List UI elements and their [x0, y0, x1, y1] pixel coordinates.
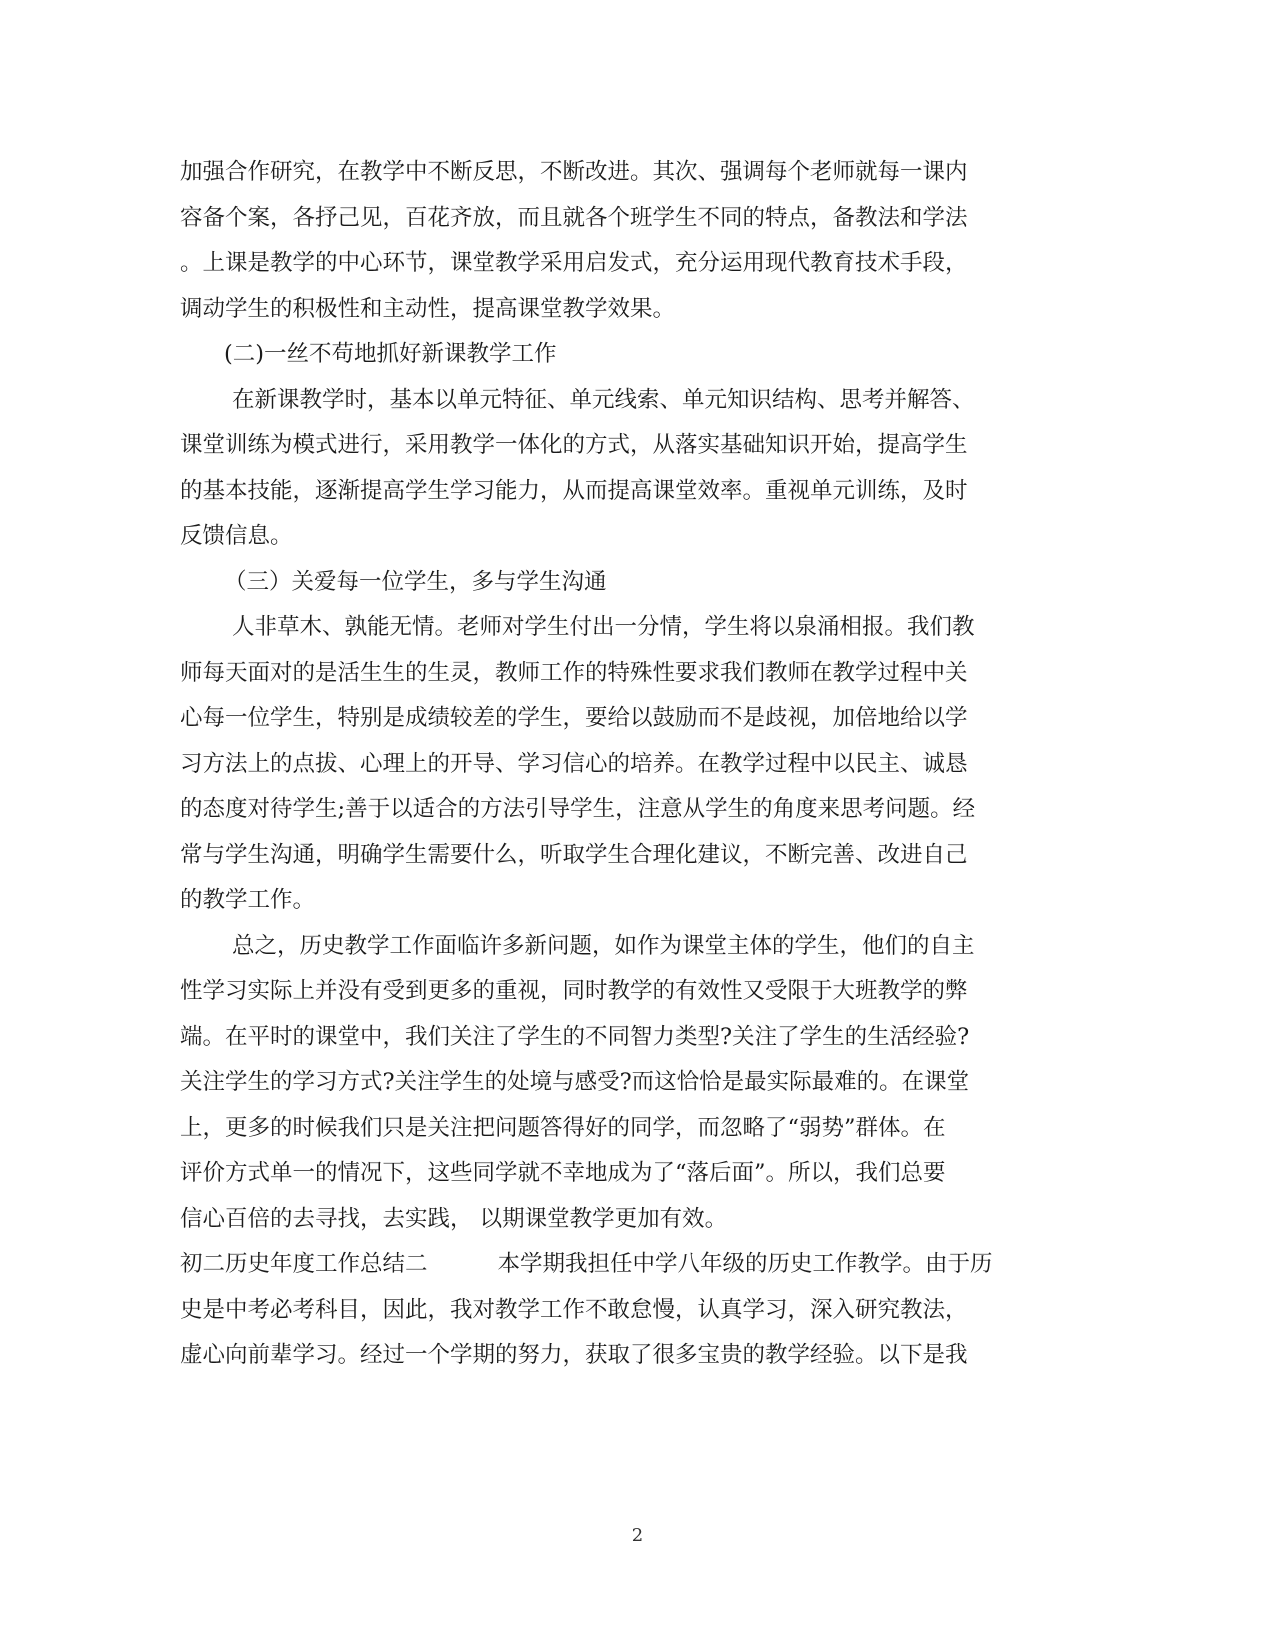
body-line: 心每一位学生，特别是成绩较差的学生，要给以鼓励而不是歧视，加倍地给以学: [180, 705, 968, 731]
subheading: （三）关爱每一位学生，多与学生沟通: [224, 568, 607, 595]
body-line: 容备个案，各抒己见，百花齐放，而且就各个班学生不同的特点，备教法和学法: [180, 204, 968, 231]
body-line: 的教学工作。: [180, 887, 316, 913]
document-body: [180, 150, 1080, 1379]
subheading: (二)一丝不苟地抓好新课教学工作: [224, 341, 557, 367]
body-line: 加强合作研究，在教学中不断反思，不断改进。其次、强调每个老师就每一课内: [180, 159, 968, 185]
section-intro-text: 本学期我担任中学八年级的历史工作教学。由于历: [497, 1251, 993, 1277]
body-line: 反馈信息。: [180, 523, 293, 549]
section-title: 初二历史年度工作总结二: [180, 1251, 428, 1277]
body-line: 。上课是教学的中心环节，课堂教学采用启发式，充分运用现代教育技术手段，: [180, 250, 968, 276]
body-line: 评价方式单一的情况下，这些同学就不幸地成为了“落后面”。所以，我们总要: [180, 1160, 946, 1186]
body-line: 习方法上的点拔、心理上的开导、学习信心的培养。在教学过程中以民主、诚恳: [180, 750, 968, 777]
body-line: 性学习实际上并没有受到更多的重视，同时教学的有效性又受限于大班教学的弊: [180, 978, 968, 1004]
body-line: 课堂训练为模式进行，采用教学一体化的方式，从落实基础知识开始，提高学生: [180, 432, 968, 458]
body-line: 信心百倍的去寻找，去实践， 以期课堂教学更加有效。: [180, 1205, 728, 1232]
body-line: 虚心向前辈学习。经过一个学期的努力，获取了很多宝贵的教学经验。以下是我: [180, 1342, 968, 1368]
body-line: 上，更多的时候我们只是关注把问题答得好的同学，而忽略了“弱势”群体。在: [180, 1114, 946, 1141]
body-line: 的态度对待学生;善于以适合的方法引导学生，注意从学生的角度来思考问题。经: [180, 796, 976, 822]
paragraph-first-line: 在新课教学时，基本以单元特征、单元线索、单元知识结构、思考并解答、: [232, 386, 975, 413]
body-line: 调动学生的积极性和主动性，提高课堂教学效果。: [180, 295, 676, 322]
body-line: 关注学生的学习方式?关注学生的处境与感受?而这恰恰是最实际最难的。在课堂: [180, 1069, 970, 1095]
section-start-line: [180, 1242, 1080, 1288]
body-line: 的基本技能，逐渐提高学生学习能力，从而提高课堂效率。重视单元训练，及时: [180, 477, 968, 504]
body-line: 史是中考必考科目，因此，我对教学工作不敢怠慢，认真学习，深入研究教法，: [180, 1296, 968, 1323]
body-line: 常与学生沟通，明确学生需要什么，听取学生合理化建议，不断完善、改进自己: [180, 841, 968, 868]
body-line: 师每天面对的是活生生的生灵，教师工作的特殊性要求我们教师在教学过程中关: [180, 659, 968, 686]
body-line: 端。在平时的课堂中，我们关注了学生的不同智力类型?关注了学生的生活经验?: [180, 1023, 970, 1050]
paragraph-first-line: 总之，历史教学工作面临许多新问题，如作为课堂主体的学生，他们的自主: [232, 932, 975, 959]
page-number: 2: [631, 1525, 644, 1546]
paragraph-first-line: 人非草木、孰能无情。老师对学生付出一分情，学生将以泉涌相报。我们教: [232, 614, 975, 640]
